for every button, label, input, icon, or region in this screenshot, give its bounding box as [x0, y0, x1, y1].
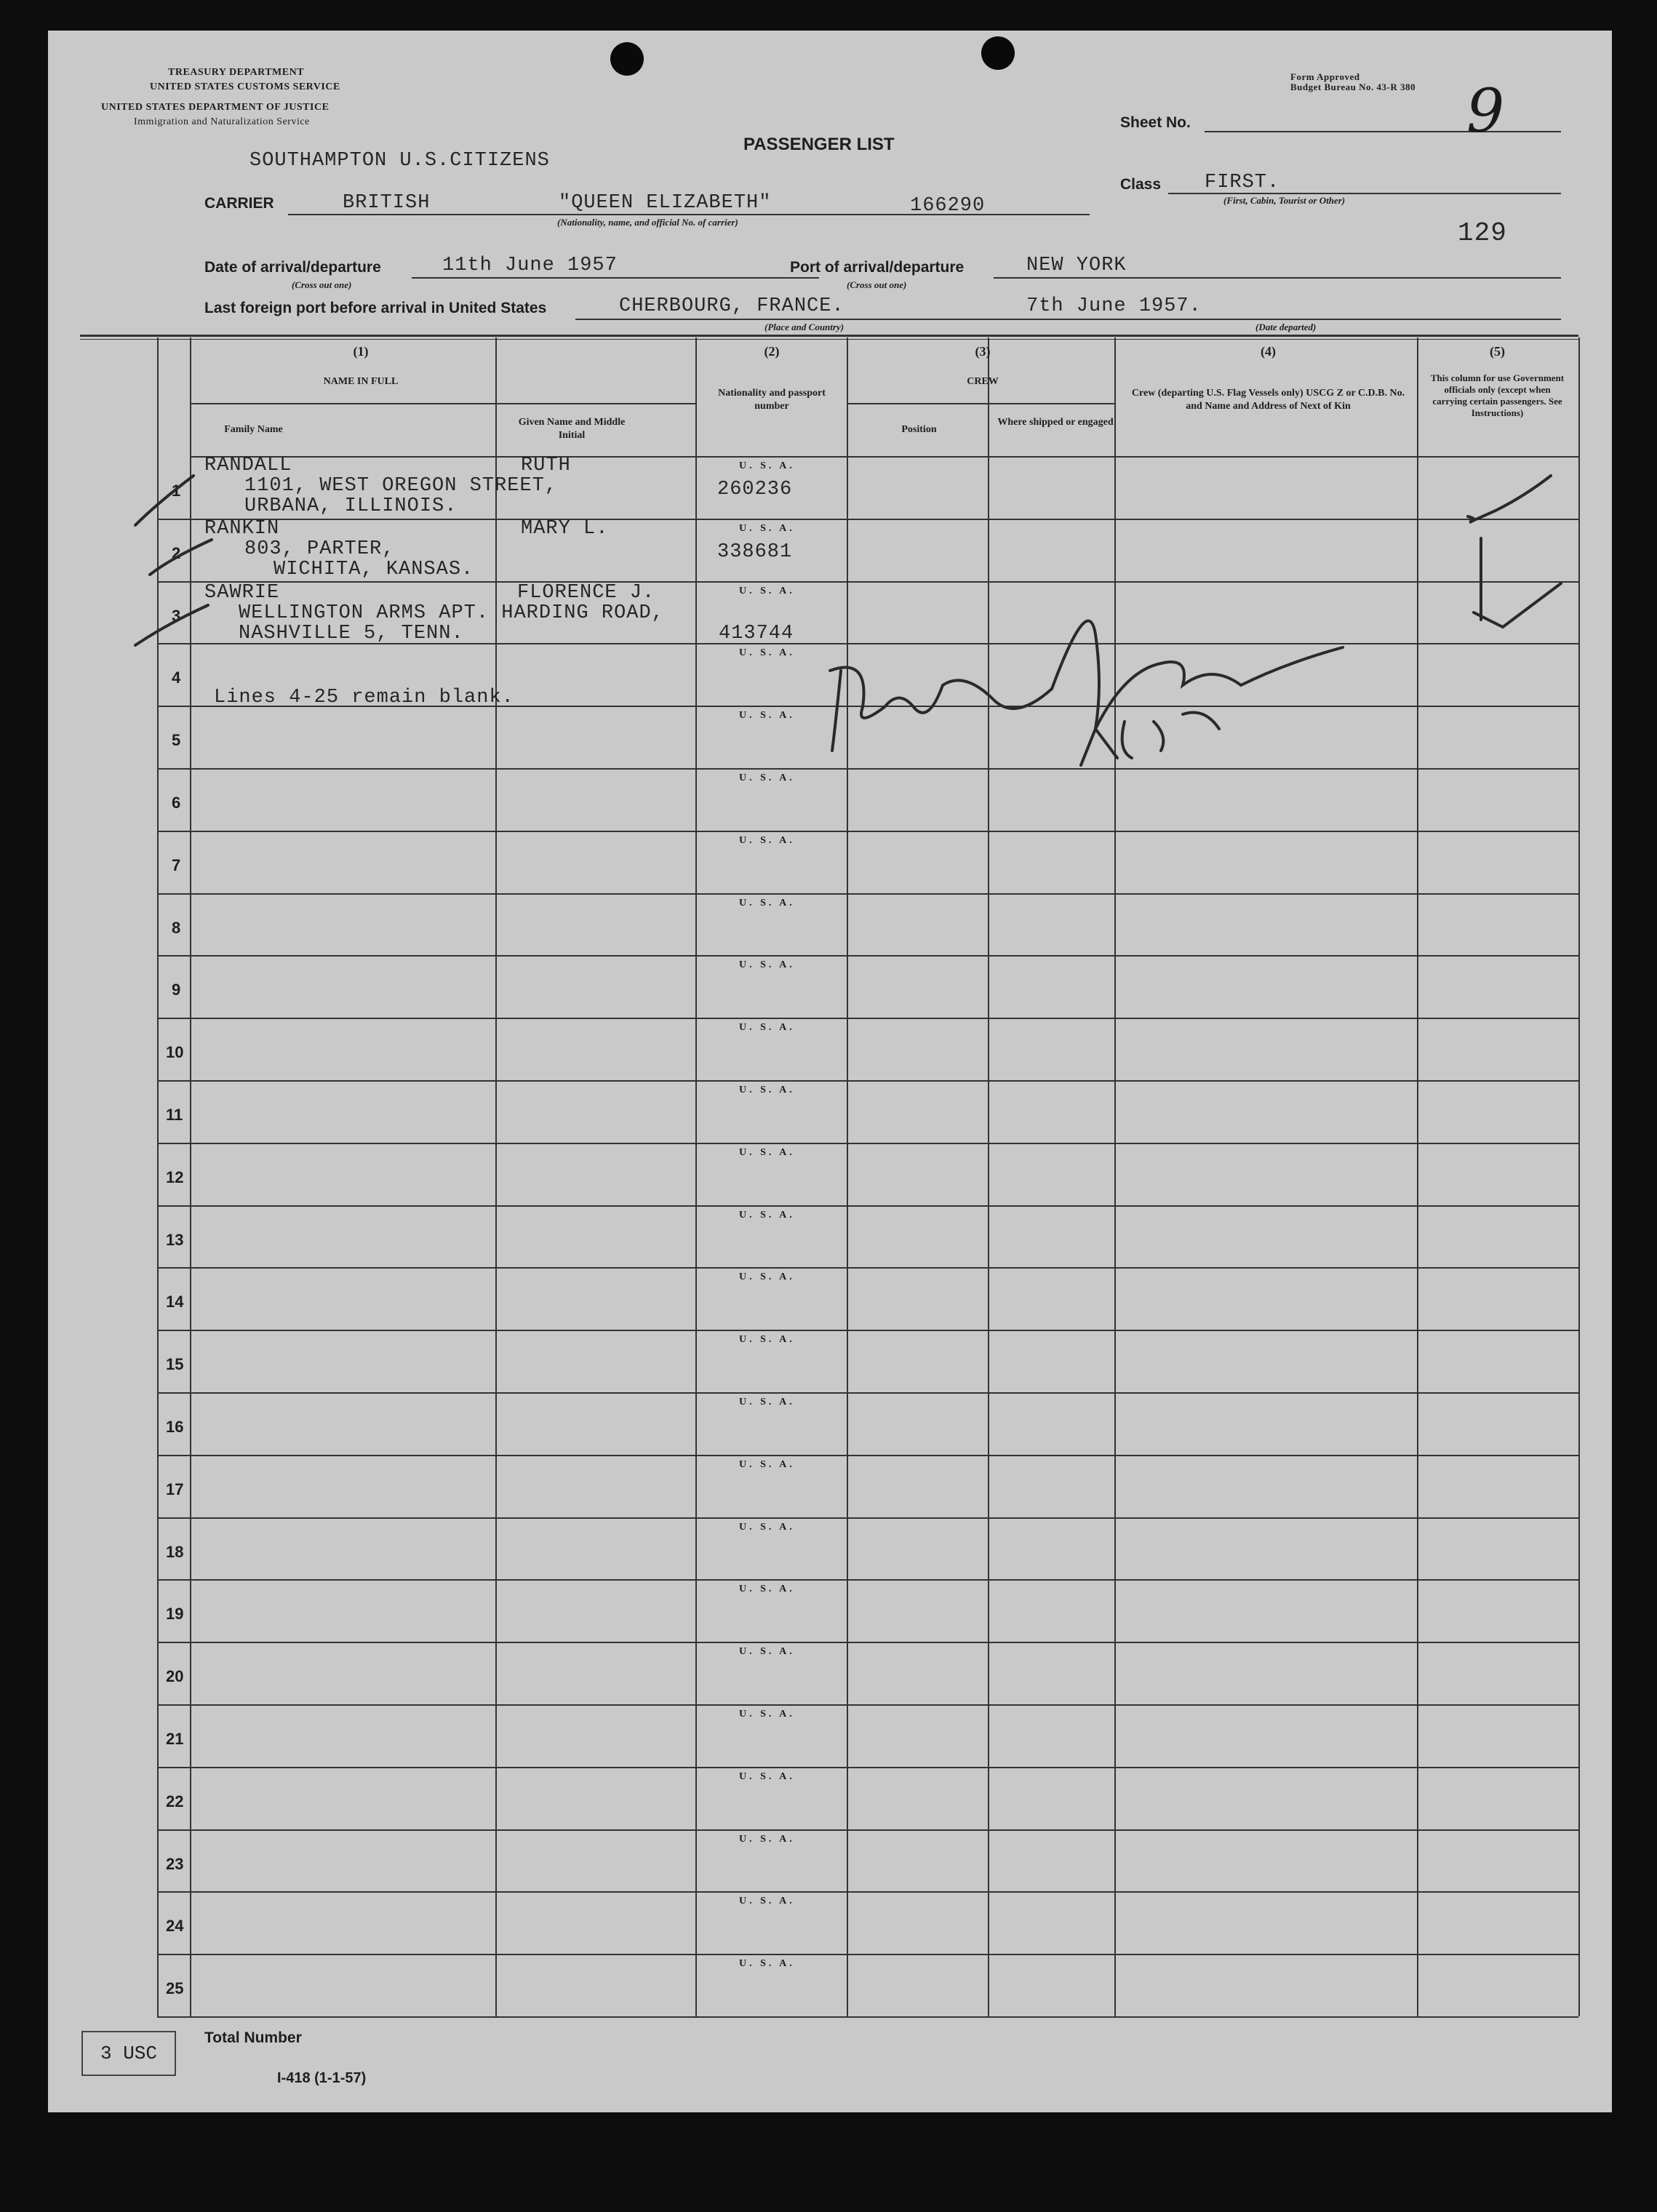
handwritten-marks — [48, 31, 1612, 2112]
dept-line: Immigration and Naturalization Service — [134, 116, 310, 127]
row-number: 4 — [172, 668, 181, 687]
dept-line: TREASURY DEPARTMENT — [168, 67, 305, 78]
nationality-usa: U. S. A. — [739, 1271, 795, 1283]
passenger-family: RANKIN — [204, 518, 280, 540]
arrival-value: 11th June 1957 — [442, 255, 618, 276]
row-number: 19 — [166, 1605, 184, 1624]
nationality-usa: U. S. A. — [739, 1521, 795, 1533]
sheet-label: Sheet No. — [1120, 114, 1191, 131]
blank-lines-note: Lines 4-25 remain blank. — [214, 687, 514, 708]
passenger-family: SAWRIE — [204, 582, 280, 604]
carrier-nationality: BRITISH — [343, 192, 431, 214]
row-number: 18 — [166, 1542, 184, 1561]
nationality-usa: U. S. A. — [739, 1709, 795, 1720]
row-number: 21 — [166, 1729, 184, 1748]
nationality-usa: U. S. A. — [739, 647, 795, 659]
col3a-title: Position — [901, 424, 937, 435]
budget-number: Budget Bureau No. 43-R 380 — [1290, 81, 1416, 92]
class-label: Class — [1120, 176, 1162, 193]
port-label: Port of arrival/departure — [790, 259, 965, 276]
form-number: I-418 (1-1-57) — [277, 2070, 367, 2086]
sheet-number: 9 — [1466, 77, 1505, 146]
dept-line: UNITED STATES CUSTOMS SERVICE — [150, 81, 340, 92]
row-number: 9 — [172, 981, 181, 999]
page-number: 129 — [1458, 218, 1507, 248]
passenger-passport: 260236 — [717, 479, 793, 500]
form-approved: Form Approved — [1290, 71, 1360, 82]
passenger-passport: 338681 — [717, 541, 793, 563]
check-mark — [135, 476, 193, 525]
col5-number: (5) — [1490, 344, 1505, 359]
col3-number: (3) — [975, 344, 991, 359]
col1a-title: Family Name — [224, 424, 283, 435]
passenger-address: 1101, WEST OREGON STREET, — [244, 475, 558, 497]
passenger-address: WELLINGTON ARMS APT. HARDING ROAD, — [239, 602, 664, 624]
col1b-title: Given Name and Middle Initial — [518, 417, 626, 441]
passenger-address: NASHVILLE 5, TENN. — [239, 623, 464, 644]
last-port-label: Last foreign port before arrival in United States — [204, 300, 547, 316]
nationality-usa: U. S. A. — [739, 1334, 795, 1346]
date-departed-note: (Date departed) — [1255, 322, 1317, 332]
col3-title: CREW — [967, 376, 999, 387]
nationality-usa: U. S. A. — [739, 522, 795, 534]
usc-box: 3 USC — [81, 2031, 176, 2076]
carrier-name: "QUEEN ELIZABETH" — [559, 192, 772, 214]
nationality-usa: U. S. A. — [739, 1584, 795, 1595]
row-number: 11 — [166, 1105, 183, 1124]
passenger-address: URBANA, ILLINOIS. — [244, 495, 458, 517]
carrier-label: CARRIER — [204, 195, 274, 212]
nationality-usa: U. S. A. — [739, 959, 795, 971]
nationality-usa: U. S. A. — [739, 710, 795, 722]
row-number: 25 — [166, 1979, 184, 1998]
nationality-usa: U. S. A. — [739, 1458, 795, 1470]
row-number: 15 — [166, 1355, 184, 1374]
row-number: 22 — [166, 1792, 184, 1810]
col5-title: This column for use Government officials only (except when carrying certain passengers. See Instructions) — [1430, 372, 1565, 418]
carrier-number: 166290 — [910, 195, 986, 217]
class-note: (First, Cabin, Tourist or Other) — [1223, 195, 1346, 206]
nationality-usa: U. S. A. — [739, 1958, 795, 1970]
row-number: 7 — [172, 855, 181, 874]
nationality-usa: U. S. A. — [739, 1833, 795, 1845]
row-number: 23 — [166, 1854, 184, 1873]
nationality-usa: U. S. A. — [739, 1085, 795, 1095]
nationality-usa: U. S. A. — [739, 1146, 795, 1158]
nationality-usa: U. S. A. — [739, 772, 795, 783]
row-number: 24 — [166, 1917, 184, 1936]
port-value: NEW YORK — [1026, 255, 1127, 276]
col1-title: NAME IN FULL — [323, 376, 399, 387]
date-departed: 7th June 1957. — [1026, 295, 1202, 317]
nationality-usa: U. S. A. — [739, 1896, 795, 1907]
passenger-list-form — [48, 31, 1612, 2112]
crossout-note: (Cross out one) — [847, 279, 907, 290]
nationality-usa: U. S. A. — [739, 1209, 795, 1221]
row-number: 1 — [172, 481, 181, 500]
check-mark — [135, 605, 208, 645]
page-title: PASSENGER LIST — [743, 135, 895, 154]
crossout-note: (Cross out one) — [292, 279, 352, 290]
arrival-label: Date of arrival/departure — [204, 259, 381, 276]
row-number: 14 — [166, 1293, 184, 1311]
row-number: 6 — [172, 793, 181, 812]
carrier-note: (Nationality, name, and official No. of carrier) — [557, 217, 738, 228]
nationality-usa: U. S. A. — [739, 897, 795, 909]
last-port-value: CHERBOURG, FRANCE. — [619, 295, 845, 317]
row-number: 8 — [172, 918, 181, 937]
passenger-given: MARY L. — [521, 518, 609, 540]
col2-number: (2) — [764, 344, 780, 359]
row-number: 2 — [172, 543, 181, 562]
passenger-given: FLORENCE J. — [517, 582, 655, 604]
passenger-address: WICHITA, KANSAS. — [273, 559, 474, 580]
row-number: 16 — [166, 1417, 184, 1436]
row-number: 17 — [166, 1480, 184, 1498]
list-type: SOUTHAMPTON U.S.CITIZENS — [249, 150, 550, 172]
passenger-family: RANDALL — [204, 455, 292, 476]
nationality-usa: U. S. A. — [739, 1646, 795, 1658]
check-mark — [150, 540, 212, 575]
row-number: 13 — [166, 1230, 184, 1249]
last-port-note: (Place and Country) — [764, 322, 845, 332]
nationality-usa: U. S. A. — [739, 1022, 795, 1034]
nationality-usa: U. S. A. — [739, 1770, 795, 1782]
row-number: 20 — [166, 1667, 184, 1686]
class-value: FIRST. — [1205, 172, 1280, 193]
col3b-title: Where shipped or engaged — [997, 417, 1114, 428]
passenger-address: 803, PARTER, — [244, 538, 395, 560]
nationality-usa: U. S. A. — [739, 834, 795, 846]
nationality-usa: U. S. A. — [739, 1397, 795, 1408]
total-number-label: Total Number — [204, 2029, 302, 2046]
row-number: 3 — [172, 606, 181, 625]
col4-number: (4) — [1261, 344, 1276, 359]
dept-line: UNITED STATES DEPARTMENT OF JUSTICE — [101, 102, 330, 113]
nationality-usa: U. S. A. — [739, 460, 795, 471]
row-number: 12 — [166, 1167, 184, 1186]
row-number: 10 — [166, 1043, 184, 1062]
passenger-passport: 413744 — [719, 623, 794, 644]
col2-title: Nationality and passport number — [718, 388, 826, 412]
col4-title: Crew (departing U.S. Flag Vessels only) USCG Z or C.D.B. No. and Name and Address of Next of Kin — [1131, 388, 1405, 412]
col1-number: (1) — [353, 344, 369, 359]
nationality-usa: U. S. A. — [739, 585, 795, 596]
passenger-given: RUTH — [521, 455, 571, 476]
row-number: 5 — [172, 731, 181, 750]
